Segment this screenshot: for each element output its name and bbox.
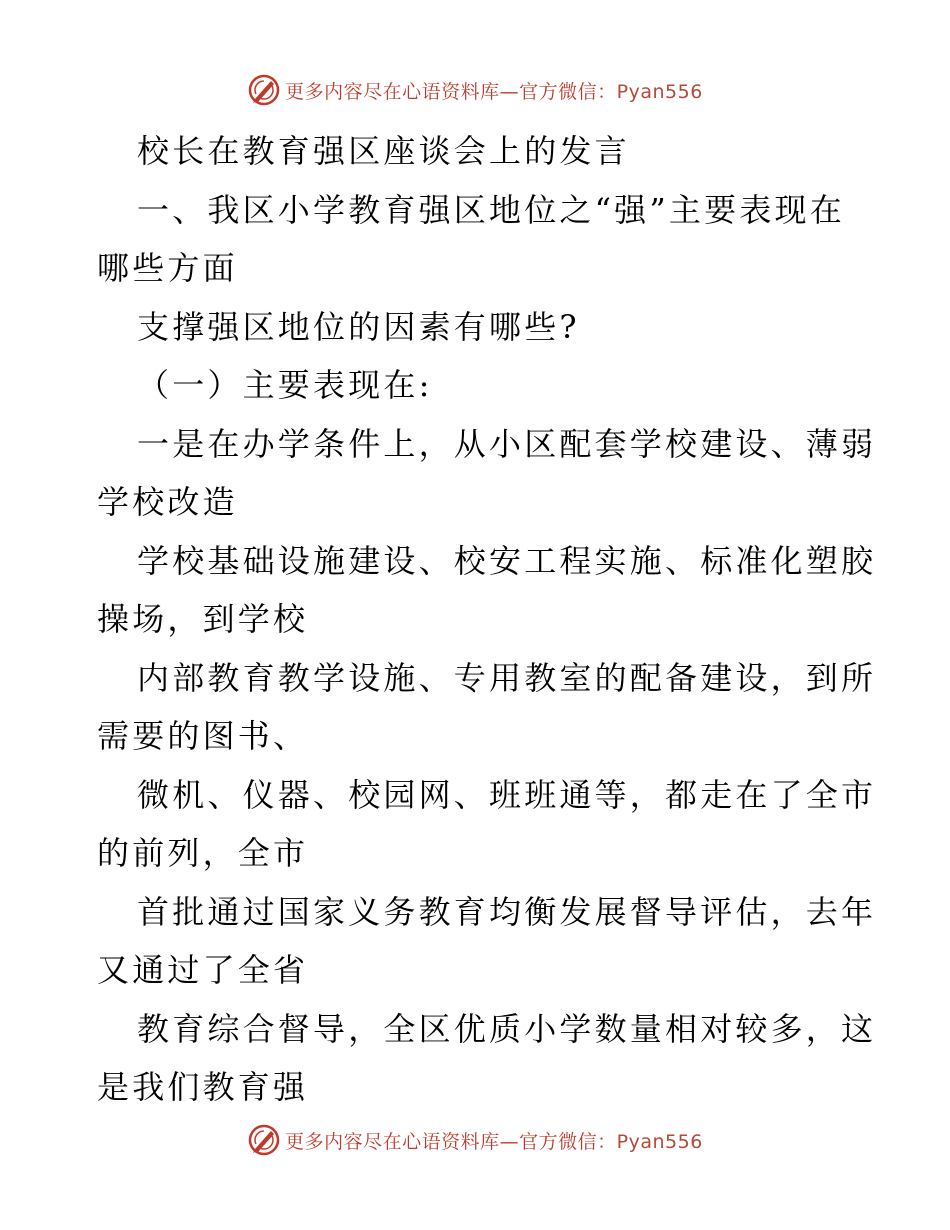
text-line: 的前列，全市 — [97, 834, 309, 872]
text-line: 一是在办学条件上，从小区配套学校建设、薄弱 — [137, 424, 877, 463]
text-line: 学校基础设施建设、校安工程实施、标准化塑胶 — [137, 541, 877, 580]
text-line: （一）主要表现在: — [137, 366, 433, 404]
text-line: 微机、仪器、校园网、班班通等，都走在了全市 — [137, 775, 877, 814]
watermark-handle: Pyan556 — [616, 80, 703, 103]
quill-logo-icon — [247, 1123, 281, 1157]
watermark-banner-top — [0, 70, 950, 110]
text-line: 教育综合督导，全区优质小学数量相对较多，这 — [137, 1009, 877, 1048]
watermark-text: 更多内容尽在心语资料库—官方微信：Pyan556 — [285, 1130, 703, 1153]
text-line: 学校改造 — [97, 483, 238, 521]
document-body — [97, 122, 877, 1117]
watermark-handle: Pyan556 — [616, 1130, 703, 1153]
text-line: 又通过了全省 — [97, 951, 309, 989]
text-line: 哪些方面 — [97, 249, 238, 287]
text-line: 校长在教育强区座谈会上的发言 — [137, 132, 630, 170]
text-line: 首批通过国家义务教育均衡发展督导评估，去年 — [137, 892, 877, 931]
text-line: 内部教育教学设施、专用教室的配备建设，到所 — [137, 658, 877, 697]
text-line: 支撑强区地位的因素有哪些? — [137, 307, 580, 346]
text-line: 操场，到学校 — [97, 600, 309, 638]
watermark-text: 更多内容尽在心语资料库—官方微信：Pyan556 — [285, 80, 703, 103]
quill-logo-icon — [247, 73, 281, 107]
text-line: 是我们教育强 — [97, 1068, 309, 1106]
text-line: 需要的图书、 — [97, 717, 309, 755]
text-line: 一、我区小学教育强区地位之“强”主要表现在 — [137, 190, 845, 229]
watermark-banner-bottom — [0, 1120, 950, 1160]
